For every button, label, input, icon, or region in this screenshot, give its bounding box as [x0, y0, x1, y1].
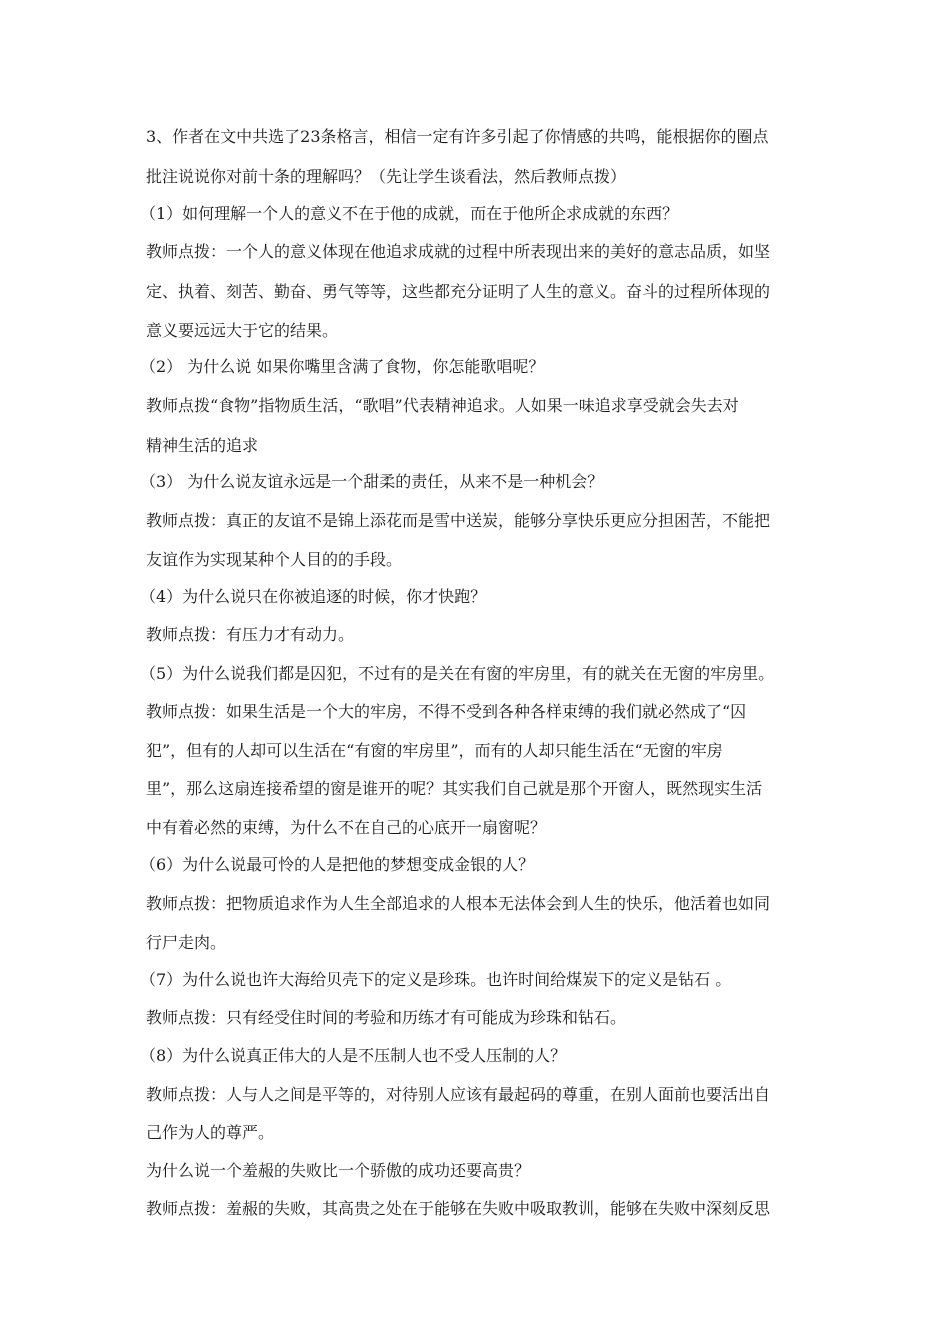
- answer-3-line-2: 友谊作为实现某种个人目的的手段。: [146, 550, 403, 569]
- answer-1-line-1: 教师点拨：一个人的意义体现在他追求成就的过程中所表现出来的美好的意志品质，如坚: [146, 242, 771, 261]
- question-5: （5）为什么说我们都是囚犯，不过有的是关在有窗的牢房里，有的就关在无窗的牢房里。: [140, 664, 775, 683]
- answer-9-line-1: 教师点拨：羞赧的失败，其高贵之处在于能够在失败中吸取教训，能够在失败中深刻反思: [146, 1199, 771, 1218]
- answer-4-line-1: 教师点拨：有压力才有动力。: [146, 625, 355, 644]
- question-1: （1）如何理解一个人的意义不在于他的成就，而在于他所企求成就的东西？: [140, 204, 679, 223]
- answer-1-line-2: 定、执着、刻苦、勤奋、勇气等等，这些都充分证明了人生的意义。奋斗的过程所体现的: [146, 282, 771, 301]
- question-9: 为什么说一个羞赧的失败比一个骄傲的成功还要高贵？: [146, 1161, 531, 1180]
- answer-6-line-2: 行尸走肉。: [146, 933, 227, 952]
- answer-5-line-2: 犯”，但有的人却可以生活在“有窗的牢房里”，而有的人却只能生活在“无窗的牢房: [146, 741, 723, 760]
- answer-6-line-1: 教师点拨：把物质追求作为人生全部追求的人根本无法体会到人生的快乐，他活着也如同: [146, 894, 771, 913]
- question-3: （3） 为什么说友谊永远是一个甜柔的责任，从来不是一种机会？: [140, 472, 604, 491]
- answer-2-line-1: 教师点拨“食物”指物质生活，“歌唱”代表精神追求。人如果一味追求享受就会失去对: [146, 396, 739, 415]
- paragraph-question-3-intro: 3、作者在文中共选了23条格言，相信一定有许多引起了你情感的共鸣，能根据你的圈点: [146, 127, 769, 146]
- question-7: （7）为什么说也许大海给贝壳下的定义是珍珠。也许时间给煤炭下的定义是钻石 。: [140, 970, 732, 989]
- question-4: （4）为什么说只在你被追逐的时候，你才快跑？: [140, 587, 487, 606]
- answer-1-line-3: 意义要远远大于它的结果。: [146, 321, 339, 340]
- question-6: （6）为什么说最可怜的人是把他的梦想变成金银的人？: [140, 855, 535, 874]
- answer-8-line-2: 己作为人的尊严。: [146, 1123, 275, 1142]
- question-8: （8）为什么说真正伟大的人是不压制人也不受人压制的人？: [140, 1046, 567, 1065]
- paragraph-question-3-intro-cont: 批注说说你对前十条的理解吗？（先让学生谈看法，然后教师点拨）: [146, 167, 627, 186]
- question-2: （2） 为什么说 如果你嘴里含满了食物，你怎能歌唱呢？: [140, 357, 545, 376]
- answer-3-line-1: 教师点拨：真正的友谊不是锦上添花而是雪中送炭，能够分享快乐更应分担困苦，不能把: [146, 511, 771, 530]
- answer-5-line-4: 中有着必然的束缚，为什么不在自己的心底开一扇窗呢？: [146, 818, 547, 837]
- answer-7-line-1: 教师点拨：只有经受住时间的考验和历练才有可能成为珍珠和钻石。: [146, 1008, 627, 1027]
- answer-5-line-3: 里”，那么这扇连接希望的窗是谁开的呢？其实我们自己就是那个开窗人，既然现实生活: [146, 779, 763, 798]
- answer-5-line-1: 教师点拨：如果生活是一个大的牢房，不得不受到各种各样束缚的我们就必然成了“囚: [146, 702, 747, 721]
- answer-8-line-1: 教师点拨：人与人之间是平等的，对待别人应该有最起码的尊重，在别人面前也要活出自: [146, 1085, 771, 1104]
- answer-2-line-2: 精神生活的追求: [146, 436, 259, 455]
